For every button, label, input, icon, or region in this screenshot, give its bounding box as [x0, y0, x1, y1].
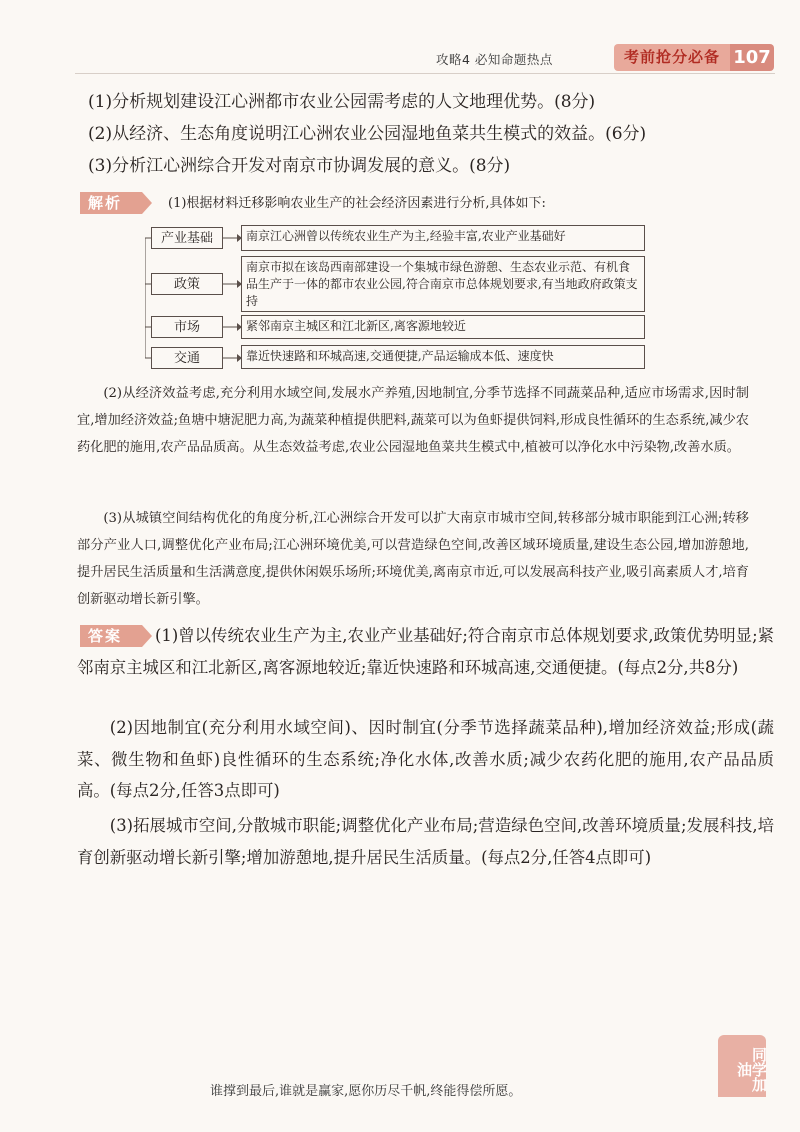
- question-2: (2)从经济、生态角度说明江心洲农业公园湿地鱼菜共生模式的效益。(6分): [88, 124, 647, 144]
- answer-tag: 答案: [80, 625, 142, 647]
- answer-2: (2)因地制宜(充分利用水域空间)、因时制宜(分季节选择蔬菜品种),增加经济效益;形成(蔬菜、微生物和鱼虾)良性循环的生态系统;净化水体,改善水质;减少农药化肥的施用,农产品品质高。(每点2分,任答3点即可): [77, 718, 774, 800]
- factor-category: 市场: [151, 316, 223, 338]
- analysis-paragraph-3: (3)从城镇空间结构优化的角度分析,江心洲综合开发可以扩大南京市城市空间,转移部分城市职能到江心洲;转移部分产业人口,调整优化产业布局;江心洲环境优美,可以营造绿色空间,改善区域环境质量,建设生态公园,增加游憩地,提升居民生活质量和生活满意度,提供休闲娱乐场所;环境优美,离南京市近,可以发展高科技产业,吸引高素质人才,培育创新驱动增长新引擎。: [77, 511, 749, 607]
- analysis-tag: 解析: [80, 192, 142, 214]
- factor-category: 交通: [151, 347, 223, 369]
- answer-1: [77, 620, 774, 683]
- question-3: (3)分析江心洲综合开发对南京市协调发展的意义。(8分): [88, 156, 511, 176]
- analysis-paragraph-2: (2)从经济效益考虑,充分利用水域空间,发展水产养殖,因地制宜,分季节选择不同蔬菜品种,适应市场需求,因时制宜,增加经济效益;鱼塘中塘泥肥力高,为蔬菜种植提供肥料,蔬菜可以为鱼虾提供饲料,形成良性循环的生态系统,减少农药化肥的施用,农产品品质高。从生态效益考虑,农业公园湿地鱼菜共生模式中,植被可以净化水中污染物,改善水质。: [77, 386, 749, 455]
- factor-category: 政策: [151, 273, 223, 295]
- factor-diagram: [145, 222, 655, 372]
- answer-3: (3)拓展城市空间,分散城市职能;调整优化产业布局;营造绿色空间,改善环境质量;发展科技,培育创新驱动增长新引擎;增加游憩地,提升居民生活质量。(每点2分,任答4点即可): [77, 816, 774, 867]
- factor-description: 南京江心洲曾以传统农业生产为主,经验丰富,农业产业基础好: [241, 225, 645, 251]
- chapter-heading: 攻略4 必知命题热点: [436, 52, 553, 67]
- header-divider: [75, 73, 775, 74]
- page-number: 107: [730, 44, 774, 71]
- factor-description: 南京市拟在该岛西南部建设一个集城市绿色游憩、生态农业示范、有机食品生产于一体的都市农业公园,符合南京市总体规划要求,有当地政府政策支持: [241, 256, 645, 312]
- factor-description: 紧邻南京主城区和江北新区,离客源地较近: [241, 315, 645, 339]
- answer-1-text: (1)曾以传统农业生产为主,农业产业基础好;符合南京市总体规划要求,政策优势明显;紧邻南京主城区和江北新区,离客源地较近;靠近快速路和环城高速,交通便捷。(每点2分,共8分): [77, 626, 774, 677]
- analysis-intro: (1)根据材料迁移影响农业生产的社会经济因素进行分析,具体如下:: [168, 196, 546, 211]
- question-1: (1)分析规划建设江心洲都市农业公园需考虑的人文地理优势。(8分): [88, 92, 596, 112]
- side-tab: 同学加油: [718, 1035, 766, 1097]
- factor-description: 靠近快速路和环城高速,交通便捷,产品运输成本低、速度快: [241, 345, 645, 369]
- footer-motto: 谁撑到最后,谁就是赢家,愿你历尽千帆,终能得偿所愿。: [210, 1084, 522, 1099]
- brand-badge: 考前抢分必备: [614, 44, 730, 71]
- factor-category: 产业基础: [151, 227, 223, 249]
